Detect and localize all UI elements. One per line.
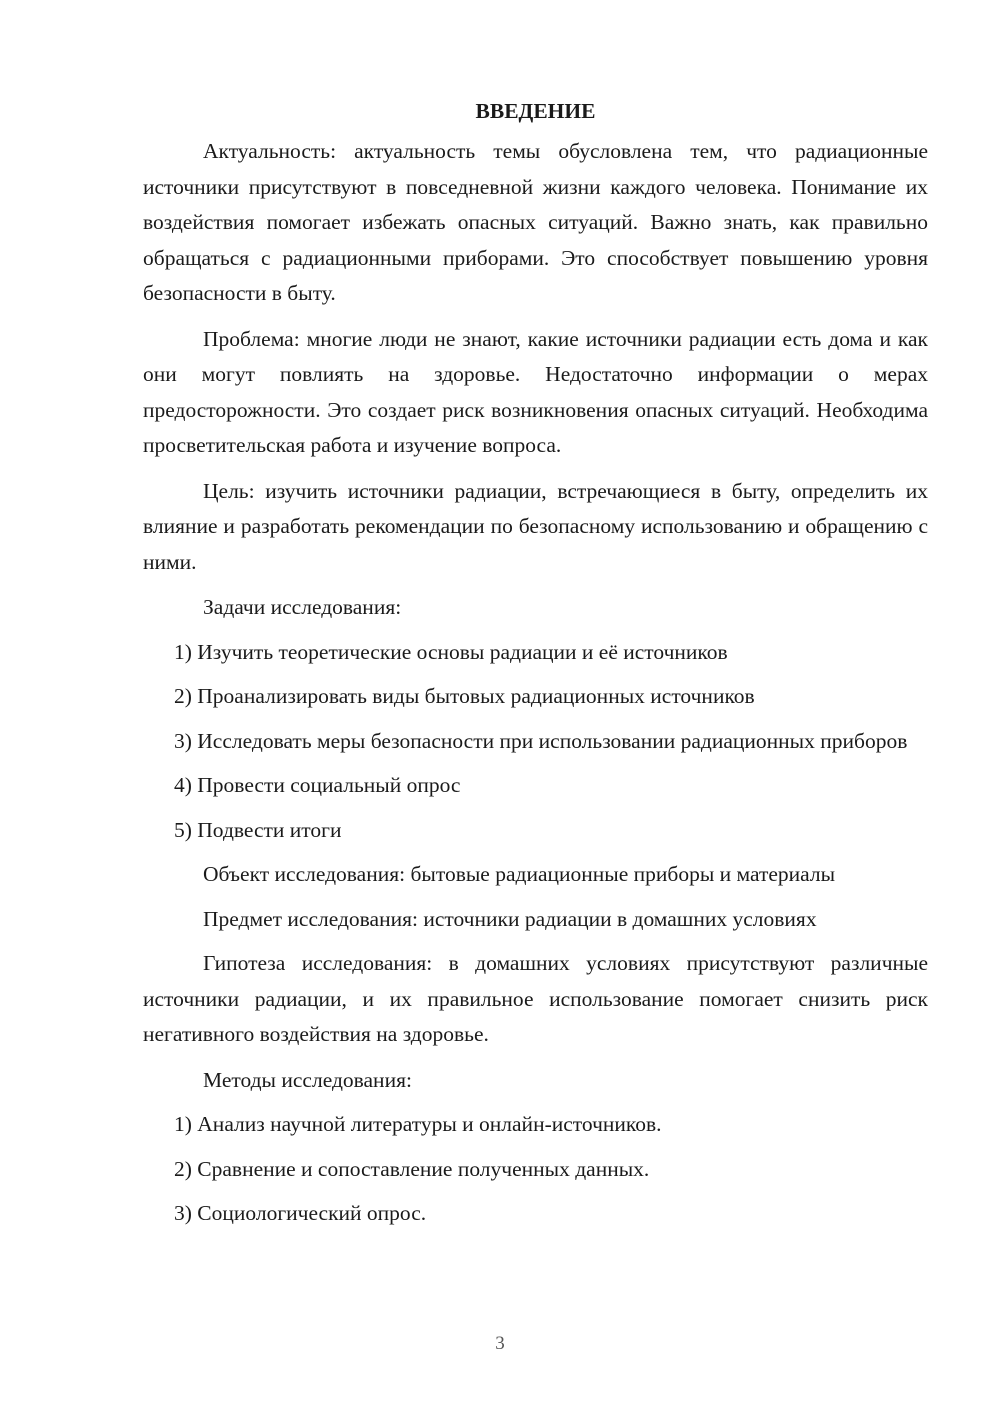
task-item: 2) Проанализировать виды бытовых радиационных источников bbox=[174, 684, 755, 708]
task-item: 5) Подвести итоги bbox=[174, 817, 342, 842]
object-paragraph: Объект исследования: бытовые радиационные приборы и материалы bbox=[203, 862, 836, 886]
page-content bbox=[143, 96, 928, 1232]
page-title: ВВЕДЕНИЕ bbox=[475, 99, 596, 123]
method-item: 3) Социологический опрос. bbox=[174, 1201, 427, 1225]
method-item: 1) Анализ научной литературы и онлайн-источников. bbox=[174, 1112, 662, 1136]
task-item: 3) Исследовать меры безопасности при использовании радиационных приборов bbox=[174, 728, 908, 753]
page-number: 3 bbox=[495, 1333, 505, 1354]
task-item: 1) Изучить теоретические основы радиации и её источников bbox=[174, 639, 728, 664]
method-item: 2) Сравнение и сопоставление полученных данных. bbox=[174, 1156, 650, 1181]
hypothesis-paragraph: Гипотеза исследования: в домашних условиях присутствуют различные источники радиации, и их правильное использование помогает снизить риск негативного воздействия на здоровье. bbox=[143, 951, 928, 1046]
problem-paragraph: Проблема: многие люди не знают, какие источники радиации есть дома и как они могут повлиять на здоровье. Недостаточно информации о мерах предосторожности. Это создает риск возникновения опасных ситуаций. Необходима просветительская работа и изучение вопроса. bbox=[143, 326, 928, 457]
task-item: 4) Провести социальный опрос bbox=[174, 773, 461, 797]
subject-paragraph: Предмет исследования: источники радиации в домашних условиях bbox=[203, 906, 817, 931]
methods-heading: Методы исследования: bbox=[203, 1067, 412, 1092]
tasks-heading: Задачи исследования: bbox=[203, 595, 402, 619]
relevance-paragraph: Актуальность: актуальность темы обусловлена тем, что радиационные источники присутствуют в повседневной жизни каждого человека. Понимание их воздействия помогает избежать опасных ситуаций. Важно знать, как правильно обращаться с радиационными приборами. Это способствует повышению уровня безопасности в быту. bbox=[143, 139, 928, 305]
goal-paragraph: Цель: изучить источники радиации, встречающиеся в быту, определить их влияние и разработать рекомендации по безопасному использованию и обращению с ними. bbox=[143, 478, 928, 574]
